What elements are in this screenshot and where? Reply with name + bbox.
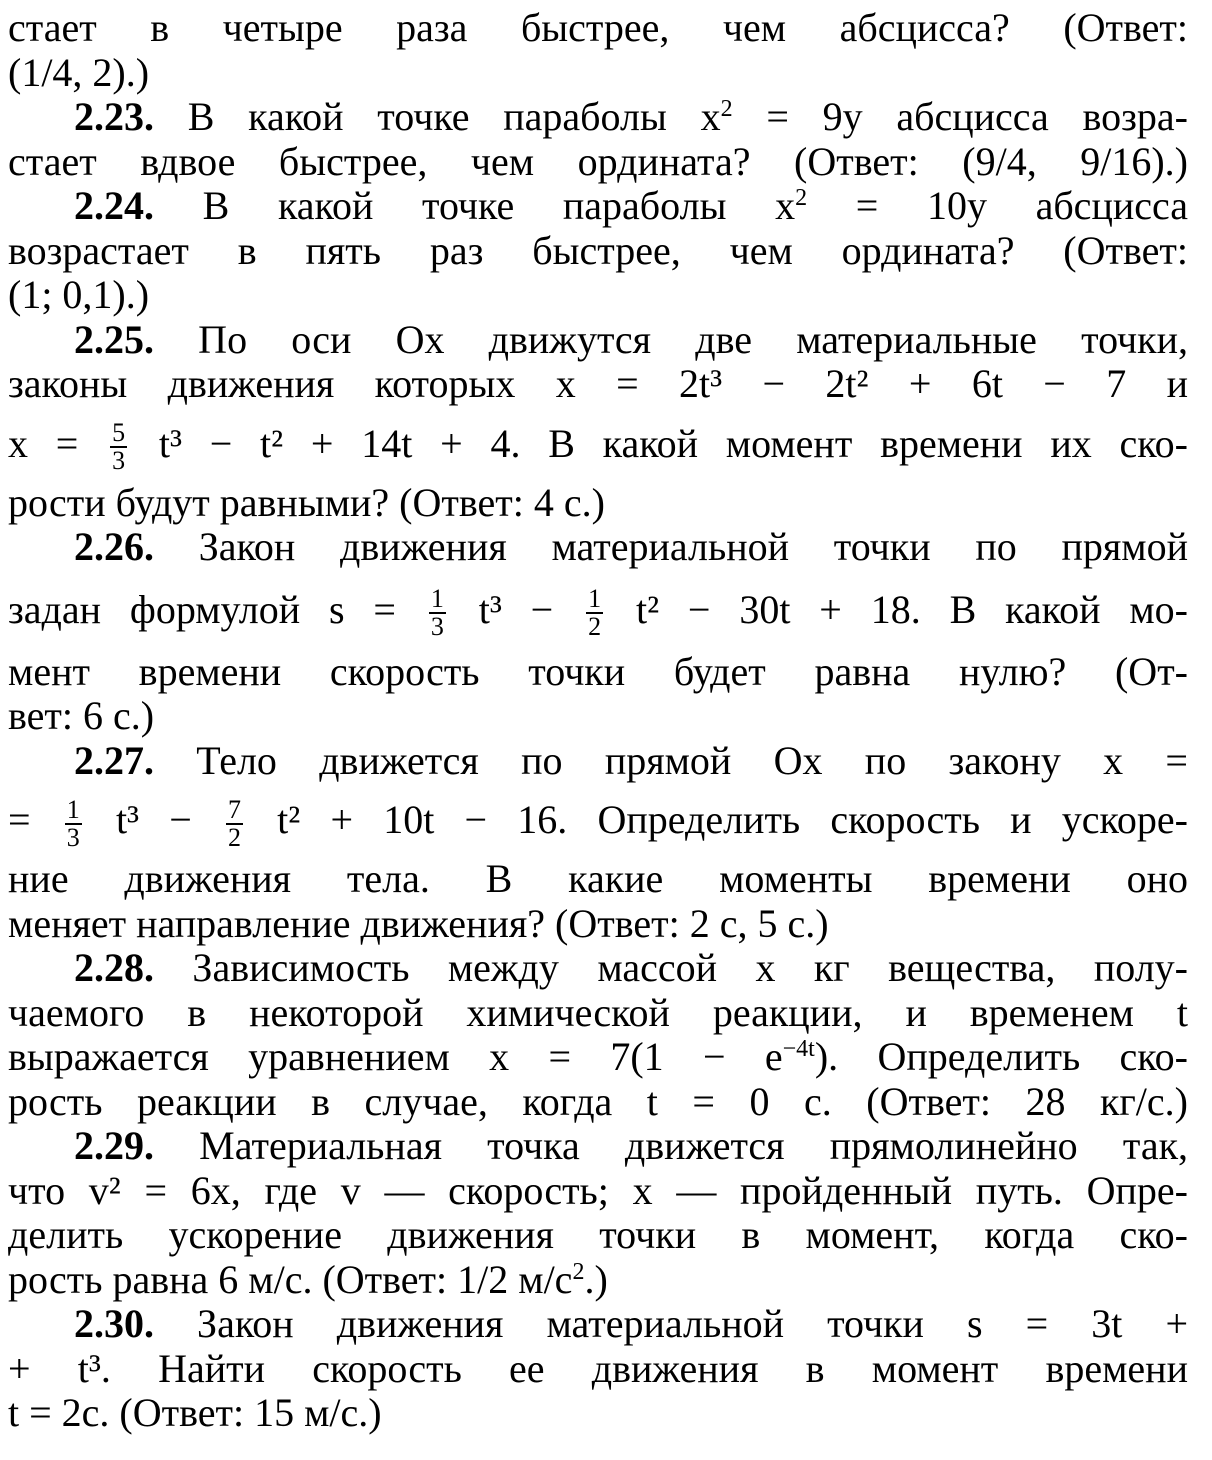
text-line: делить ускорение движения точки в момент, когда ско- — [8, 1212, 1188, 1257]
formula-line — [8, 1258, 1188, 1303]
text-line: (1/4, 2).) — [8, 49, 150, 95]
text-span: = 9y абсцисса возра- — [732, 94, 1189, 139]
problem-2-24 — [8, 184, 1188, 229]
formula-line — [8, 783, 1188, 857]
problem-number: 2.29. — [74, 1123, 154, 1168]
text-span: Закон движения материальной точки по прямой — [154, 524, 1188, 569]
text-span: t² + 10t − 16. Определить скорость и ускоре- — [246, 797, 1188, 842]
text-line: (1; 0,1).) — [8, 272, 150, 317]
text-span: x = — [8, 420, 107, 466]
text-line: рость реакции в случае, когда t = 0 с. (Ответ: 28 кг/с.) — [8, 1078, 1188, 1124]
text-line: вет: 6 с.) — [8, 693, 155, 738]
superscript: 2 — [795, 185, 808, 211]
formula-line — [8, 1035, 1188, 1080]
text-line: стает в четыре раза быстрее, чем абсцисса? (Ответ: — [8, 5, 1188, 50]
text-span: t³ − — [449, 586, 583, 632]
denominator: 3 — [66, 822, 80, 852]
problem-2-26 — [8, 525, 1188, 570]
text-span: В какой точке параболы x — [154, 183, 796, 228]
text-line: что v² = 6x, где v — скорость; x — пройденный путь. Опре- — [8, 1167, 1188, 1213]
text-span: ). Определить ско- — [814, 1034, 1188, 1079]
problem-number: 2.27. — [74, 737, 154, 783]
text-span: = — [8, 797, 61, 842]
problem-2-30 — [8, 1302, 1188, 1347]
text-span: рость равна 6 м/с. (Ответ: 1/2 м/с — [8, 1256, 573, 1302]
formula-line — [8, 570, 1188, 650]
text-span: В какой точке параболы x — [154, 94, 721, 139]
text-line: стает вдвое быстрее, чем ордината? (Ответ: (9/4, 9/16).) — [8, 138, 1188, 184]
text-span: Тело движется по прямой Ox по закону x = — [154, 737, 1188, 783]
text-span: t³ − t² + 14t + 4. В какой момент времени их ско- — [131, 420, 1188, 466]
fraction — [586, 586, 603, 640]
problem-number: 2.30. — [74, 1301, 154, 1346]
problem-2-29 — [8, 1124, 1188, 1169]
denominator: 3 — [430, 612, 444, 642]
problem-number: 2.24. — [74, 183, 154, 228]
text-line: t = 2с. (Ответ: 15 м/с.) — [8, 1390, 382, 1435]
problem-number: 2.28. — [74, 945, 154, 990]
text-line: рости будут равными? (Ответ: 4 с.) — [8, 479, 605, 525]
text-span: t² − 30t + 18. В какой мо- — [607, 586, 1188, 632]
text-span: Закон движения материальной точки s = 3t + — [154, 1301, 1188, 1346]
text-line: ние движения тела. В какие моменты времени оно — [8, 856, 1188, 901]
text-span: выражается уравнением x = 7(1 − e — [8, 1034, 783, 1079]
fraction — [429, 586, 446, 640]
superscript: 2 — [572, 1258, 585, 1285]
numerator: 1 — [66, 794, 80, 824]
text-span: По оси Ox движутся две материальные точки, — [154, 316, 1188, 362]
denominator: 2 — [588, 612, 602, 642]
text-span: Материальная точка движется прямолинейно так, — [154, 1123, 1188, 1168]
text-line: законы движения которых x = 2t³ − 2t² + 6t − 7 и — [8, 361, 1188, 406]
text-span: .) — [584, 1256, 608, 1302]
numerator: 5 — [112, 418, 126, 448]
superscript: 2 — [720, 96, 733, 122]
numerator: 7 — [227, 794, 241, 824]
fraction — [110, 420, 127, 474]
numerator: 1 — [588, 584, 602, 614]
problem-number: 2.26. — [74, 524, 154, 569]
text-line: возрастает в пять раз быстрее, чем ордината? (Ответ: — [8, 227, 1188, 273]
text-line: мент времени скорость точки будет равна нулю? (От- — [8, 648, 1188, 694]
problem-2-23 — [8, 95, 1188, 140]
problem-2-25 — [8, 318, 1188, 363]
fraction — [226, 794, 243, 852]
text-line: меняет направление движения? (Ответ: 2 с, 5 с.) — [8, 900, 829, 946]
text-line: + t³. Найти скорость ее движения в момент времени — [8, 1345, 1188, 1391]
denominator: 3 — [112, 446, 126, 476]
problem-2-28 — [8, 946, 1188, 991]
denominator: 2 — [227, 822, 241, 852]
text-span: t³ − — [85, 797, 222, 842]
problem-2-27 — [8, 739, 1188, 784]
text-span: = 10y абсцисса — [807, 183, 1189, 228]
text-span: задан формулой s = — [8, 586, 425, 632]
superscript: −4t — [782, 1036, 815, 1062]
formula-line — [8, 407, 1188, 481]
numerator: 1 — [430, 584, 444, 614]
fraction — [65, 794, 82, 852]
problem-number: 2.25. — [74, 316, 154, 362]
text-line: чаемого в некоторой химической реакции, и временем t — [8, 989, 1188, 1035]
problem-number: 2.23. — [74, 94, 154, 139]
text-span: Зависимость между массой x кг вещества, полу- — [154, 945, 1188, 990]
